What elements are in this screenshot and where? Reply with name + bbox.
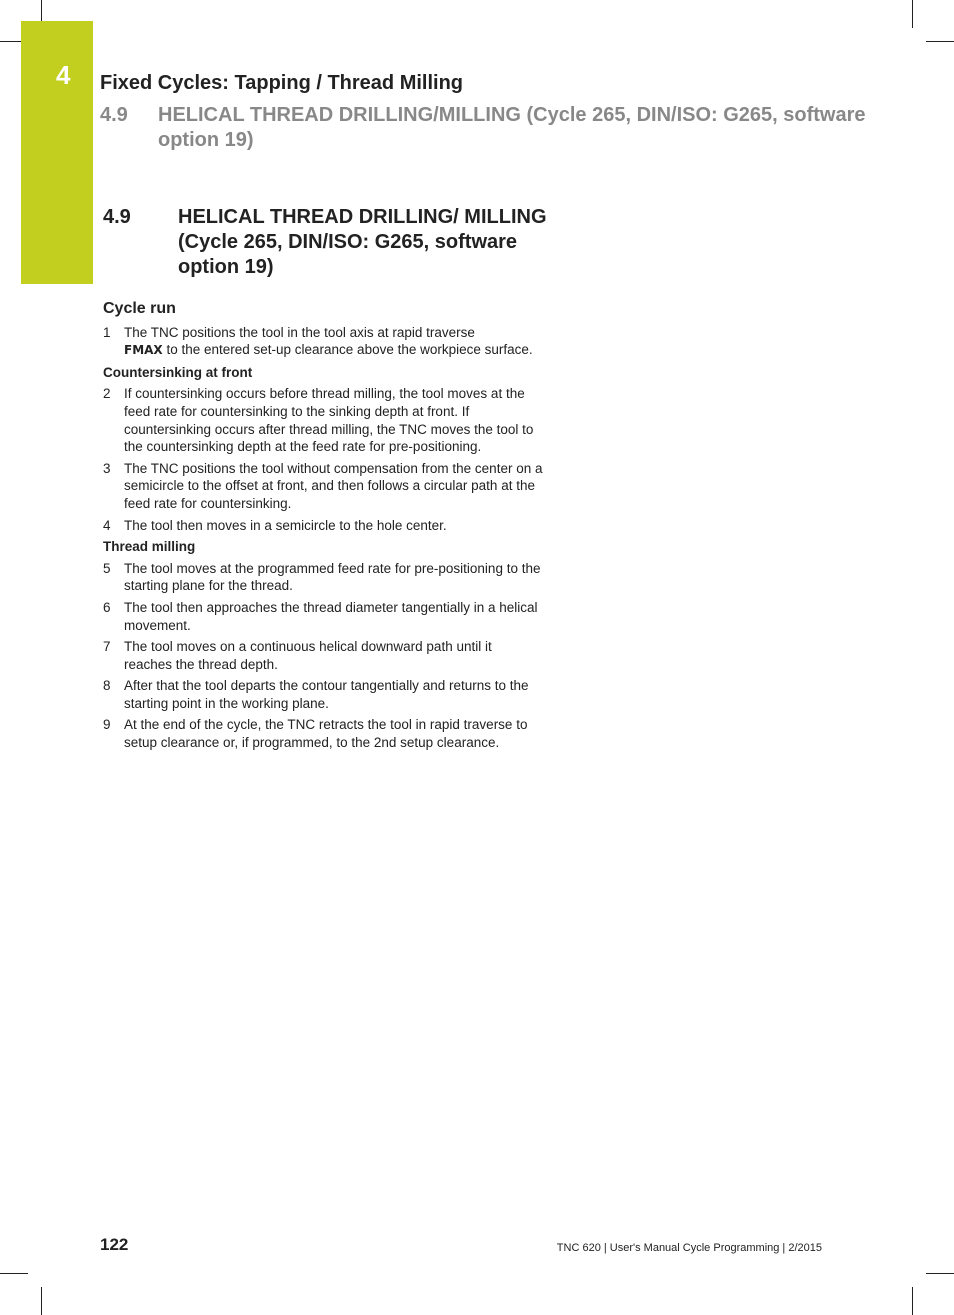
running-section-number: 4.9 [100, 104, 128, 126]
step-text: to the entered set-up clearance above the workpiece surface. [162, 342, 533, 358]
list-item [103, 460, 543, 513]
step-number: 9 [103, 717, 111, 733]
chapter-number: 4 [56, 60, 71, 90]
section-title: HELICAL THREAD DRILLING/ MILLING (Cycle 265, DIN/ISO: G265, software option 19) [178, 206, 547, 278]
crop-mark [0, 1273, 28, 1274]
softkey-code: FMAX [124, 343, 163, 358]
step-number: 3 [103, 460, 111, 476]
running-chapter-title: Fixed Cycles: Tapping / Thread Milling [100, 72, 464, 94]
crop-mark [41, 1287, 42, 1315]
step-number: 4 [103, 517, 111, 533]
step-number: 1 [103, 324, 111, 340]
footer-text: TNC 620 | User's Manual Cycle Programming | 2/2015 [556, 1242, 822, 1254]
group-label-thread-milling: Thread milling [103, 539, 196, 555]
step-number: 7 [103, 639, 111, 655]
list-item [103, 560, 543, 595]
step-text: After that the tool departs the contour tangentially and returns to the starting point in the working plane. [124, 678, 529, 711]
step-text: The tool then moves in a semicircle to the hole center. [124, 517, 447, 533]
list-item [103, 599, 543, 634]
group-label-countersinking: Countersinking at front [103, 364, 253, 380]
step-text: The TNC positions the tool without compensation from the center on a semicircle to the offset at front, and then follows a circular path at the feed rate for countersinking. [124, 460, 543, 511]
step-text: The TNC positions the tool in the tool axis at rapid traverse [124, 324, 475, 340]
list-item [103, 677, 543, 712]
running-section-title [100, 103, 880, 153]
step-number: 6 [103, 599, 111, 615]
list-item [103, 716, 543, 751]
step-text: The tool moves at the programmed feed rate for pre-positioning to the starting plane for the thread. [124, 560, 541, 594]
list-item [103, 638, 543, 673]
crop-mark [926, 1273, 954, 1274]
list-item [103, 517, 543, 535]
page-number: 122 [100, 1235, 129, 1254]
crop-mark [912, 1287, 913, 1315]
step-number: 2 [103, 386, 111, 402]
step-text: The tool moves on a continuous helical downward path until it reaches the thread depth. [124, 639, 492, 672]
step-text: At the end of the cycle, the TNC retracts the tool in rapid traverse to setup clearance or, if programmed, to the 2nd setup clearance. [124, 717, 528, 751]
section-number: 4.9 [103, 206, 131, 228]
step-number: 5 [103, 560, 111, 576]
crop-mark [926, 41, 954, 42]
list-item [103, 385, 543, 455]
main-content [103, 300, 543, 756]
cycle-run-heading: Cycle run [103, 300, 176, 317]
list-item [103, 324, 543, 360]
running-section-text: HELICAL THREAD DRILLING/MILLING (Cycle 265, DIN/ISO: G265, software option 19) [158, 104, 866, 151]
step-number: 8 [103, 678, 111, 694]
section-heading [103, 205, 563, 280]
step-text: The tool then approaches the thread diameter tangentially in a helical movement. [124, 599, 538, 633]
crop-mark [912, 0, 913, 28]
step-text: If countersinking occurs before thread milling, the tool moves at the feed rate for countersinking to the sinking depth at front. If countersinking occurs after thread milling, the TNC moves the tool to the countersinking depth at the feed rate for pre-positioning. [124, 386, 534, 455]
